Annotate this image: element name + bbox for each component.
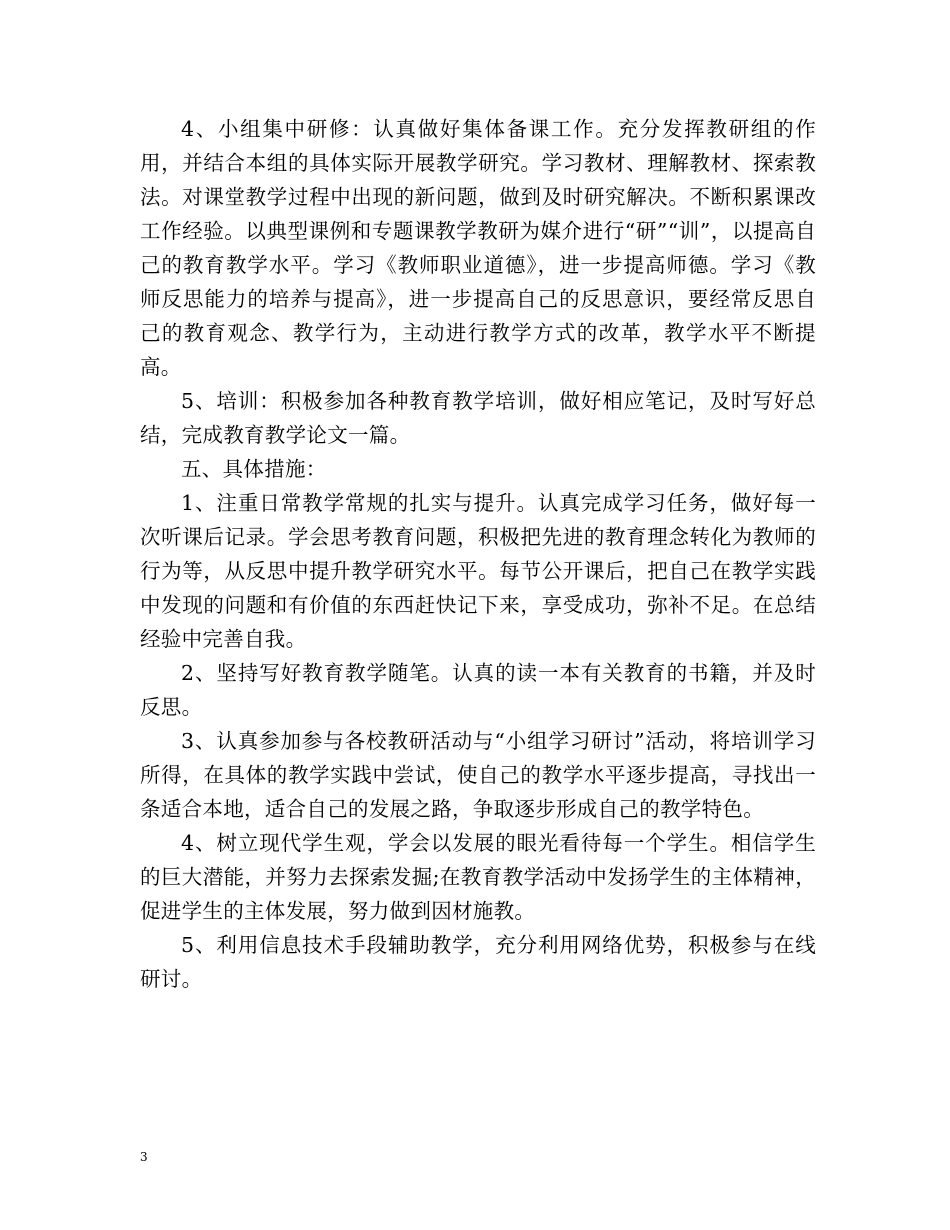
paragraph-group-study: 4、小组集中研修：认真做好集体备课工作。充分发挥教研组的作用，并结合本组的具体实际开展教学研究。学习教材、理解教材、探索教法。对课堂教学过程中出现的新问题，做到及时研究解决。不断积累课改工作经验。以典型课例和专题课教学教研为媒介进行“研”“训”，以提高自己的教育教学水平。学习《教师职业道德》，进一步提高师德。学习《教师反思能力的培养与提高》，进一步提高自己的反思意识，要经常反思自己的教育观念、教学行为，主动进行教学方式的改革，教学水平不断提高。: [140, 117, 816, 379]
paragraph-measure-5: 5、利用信息技术手段辅助教学，充分利用网络优势，积极参与在线研讨。: [140, 933, 816, 991]
paragraph-measure-4: 4、树立现代学生观，学会以发展的眼光看待每一个学生。相信学生的巨大潜能，并努力去探索发掘;在教育教学活动中发扬学生的主体精神，促进学生的主体发展，努力做到因材施教。: [140, 831, 816, 923]
paragraph-measure-1: 1、注重日常教学常规的扎实与提升。认真完成学习任务，做好每一次听课后记录。学会思考教育问题，积极把先进的教育理念转化为教师的行为等，从反思中提升教学研究水平。每节公开课后，把自己在教学实践中发现的问题和有价值的东西赶快记下来，享受成功，弥补不足。在总结经验中完善自我。: [140, 491, 816, 651]
document-body: [140, 112, 816, 996]
paragraph-measure-2: 2、坚持写好教育教学随笔。认真的读一本有关教育的书籍，并及时反思。: [140, 661, 816, 719]
paragraph-measure-3: 3、认真参加参与各校教研活动与“小组学习研讨”活动，将培训学习所得，在具体的教学实践中尝试，使自己的教学水平逐步提高，寻找出一条适合本地，适合自己的发展之路，争取逐步形成自己的教学特色。: [140, 729, 816, 821]
section-heading-measures: 五、具体措施：: [181, 457, 327, 481]
paragraph-training: 5、培训：积极参加各种教育教学培训，做好相应笔记，及时写好总结，完成教育教学论文一篇。: [140, 389, 816, 447]
page-number: 3: [140, 1150, 148, 1164]
